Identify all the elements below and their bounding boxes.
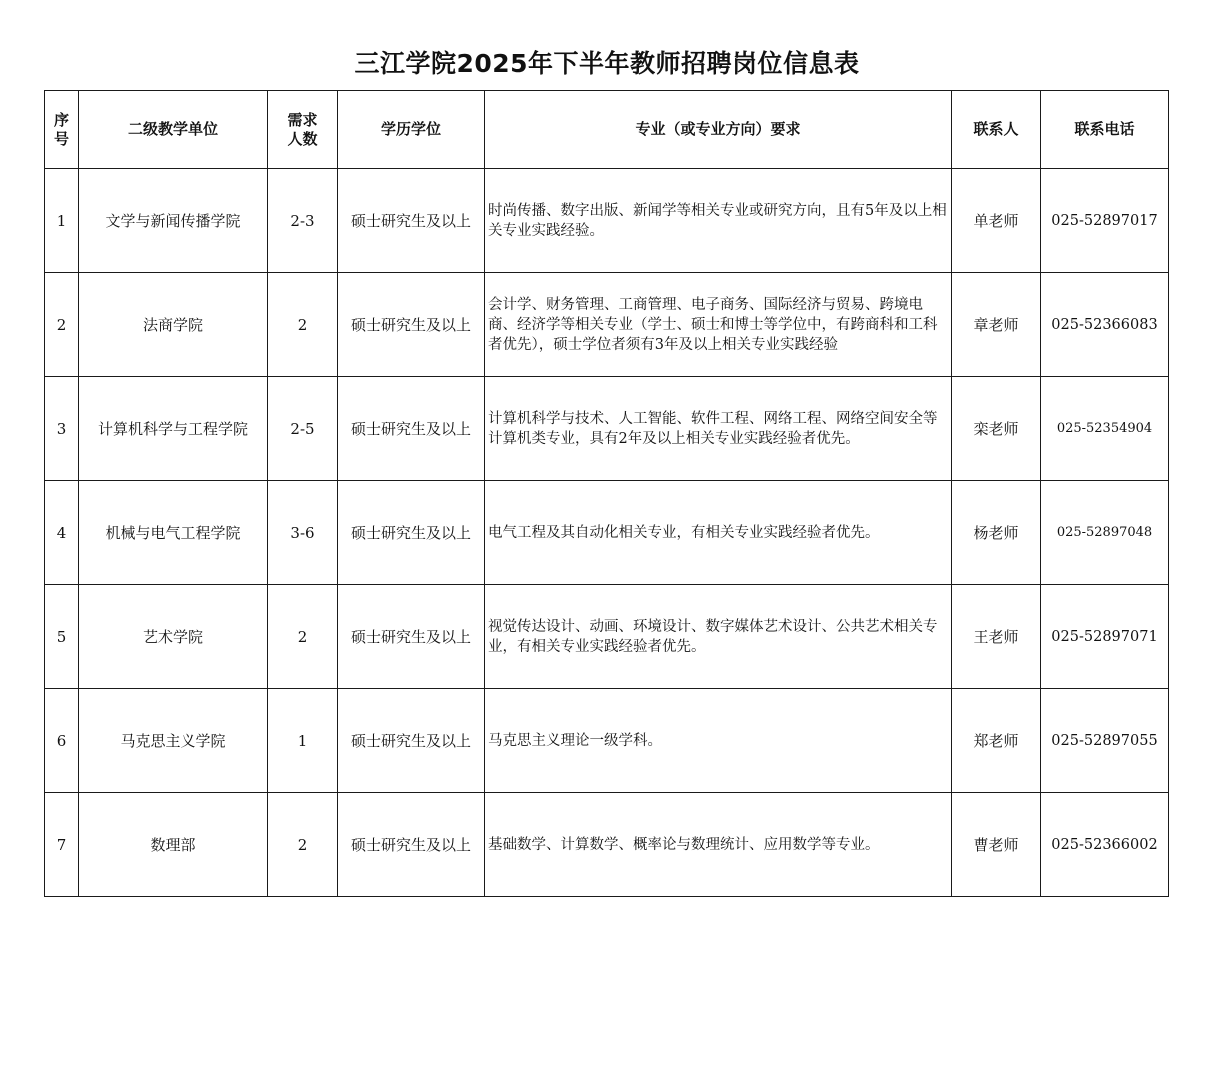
cell-education: 硕士研究生及以上 <box>338 169 485 273</box>
cell-contact: 章老师 <box>952 273 1041 377</box>
cell-no: 2 <box>45 273 79 377</box>
cell-phone: 025-52897071 <box>1041 585 1169 689</box>
cell-phone: 025-52897048 <box>1041 481 1169 585</box>
header-need-line2: 人数 <box>287 129 318 148</box>
cell-need: 2-5 <box>268 377 338 481</box>
cell-need: 2 <box>268 273 338 377</box>
cell-phone: 025-52897017 <box>1041 169 1169 273</box>
cell-phone: 025-52897055 <box>1041 689 1169 793</box>
cell-no: 5 <box>45 585 79 689</box>
cell-education: 硕士研究生及以上 <box>338 585 485 689</box>
header-requirement: 专业（或专业方向）要求 <box>485 91 952 169</box>
cell-contact: 单老师 <box>952 169 1041 273</box>
cell-contact: 栾老师 <box>952 377 1041 481</box>
cell-unit: 数理部 <box>79 793 268 897</box>
header-need-line1: 需求 <box>287 110 318 129</box>
cell-phone: 025-52354904 <box>1041 377 1169 481</box>
cell-requirement: 基础数学、计算数学、概率论与数理统计、应用数学等专业。 <box>485 793 952 897</box>
cell-education: 硕士研究生及以上 <box>338 793 485 897</box>
cell-requirement: 马克思主义理论一级学科。 <box>485 689 952 793</box>
cell-need: 2 <box>268 585 338 689</box>
cell-no: 6 <box>45 689 79 793</box>
cell-unit: 机械与电气工程学院 <box>79 481 268 585</box>
cell-education: 硕士研究生及以上 <box>338 273 485 377</box>
cell-unit: 马克思主义学院 <box>79 689 268 793</box>
cell-unit: 艺术学院 <box>79 585 268 689</box>
cell-no: 4 <box>45 481 79 585</box>
cell-no: 1 <box>45 169 79 273</box>
cell-phone: 025-52366083 <box>1041 273 1169 377</box>
cell-need: 2-3 <box>268 169 338 273</box>
cell-unit: 法商学院 <box>79 273 268 377</box>
cell-requirement: 视觉传达设计、动画、环境设计、数字媒体艺术设计、公共艺术相关专业，有相关专业实践经验者优先。 <box>485 585 952 689</box>
header-no <box>45 91 79 169</box>
cell-need: 2 <box>268 793 338 897</box>
cell-unit: 文学与新闻传播学院 <box>79 169 268 273</box>
cell-requirement: 会计学、财务管理、工商管理、电子商务、国际经济与贸易、跨境电商、经济学等相关专业（学士、硕士和博士等学位中，有跨商科和工科者优先），硕士学位者须有3年及以上相关专业实践经验 <box>485 273 952 377</box>
cell-requirement: 时尚传播、数字出版、新闻学等相关专业或研究方向，且有5年及以上相关专业实践经验。 <box>485 169 952 273</box>
cell-contact: 杨老师 <box>952 481 1041 585</box>
cell-education: 硕士研究生及以上 <box>338 689 485 793</box>
page-title: 三江学院2025年下半年教师招聘岗位信息表 <box>354 49 860 78</box>
cell-need: 3-6 <box>268 481 338 585</box>
table-row <box>45 377 1169 481</box>
cell-no: 3 <box>45 377 79 481</box>
cell-contact: 王老师 <box>952 585 1041 689</box>
cell-contact: 曹老师 <box>952 793 1041 897</box>
header-no-line1: 序 <box>53 110 69 129</box>
cell-education: 硕士研究生及以上 <box>338 481 485 585</box>
table-row <box>45 585 1169 689</box>
header-unit: 二级教学单位 <box>79 91 268 169</box>
job-positions-table <box>44 90 1169 897</box>
cell-education: 硕士研究生及以上 <box>338 377 485 481</box>
table-row <box>45 169 1169 273</box>
cell-requirement: 计算机科学与技术、人工智能、软件工程、网络工程、网络空间安全等计算机类专业，具有2年及以上相关专业实践经验者优先。 <box>485 377 952 481</box>
cell-phone: 025-52366002 <box>1041 793 1169 897</box>
header-phone: 联系电话 <box>1041 91 1169 169</box>
table-row <box>45 273 1169 377</box>
cell-no: 7 <box>45 793 79 897</box>
table-row <box>45 793 1169 897</box>
cell-unit: 计算机科学与工程学院 <box>79 377 268 481</box>
table-header-row <box>45 91 1169 169</box>
cell-need: 1 <box>268 689 338 793</box>
header-no-line2: 号 <box>53 129 69 148</box>
table-row <box>45 481 1169 585</box>
header-contact: 联系人 <box>952 91 1041 169</box>
header-need <box>268 91 338 169</box>
cell-requirement: 电气工程及其自动化相关专业，有相关专业实践经验者优先。 <box>485 481 952 585</box>
cell-contact: 郑老师 <box>952 689 1041 793</box>
table-row <box>45 689 1169 793</box>
header-education: 学历学位 <box>338 91 485 169</box>
